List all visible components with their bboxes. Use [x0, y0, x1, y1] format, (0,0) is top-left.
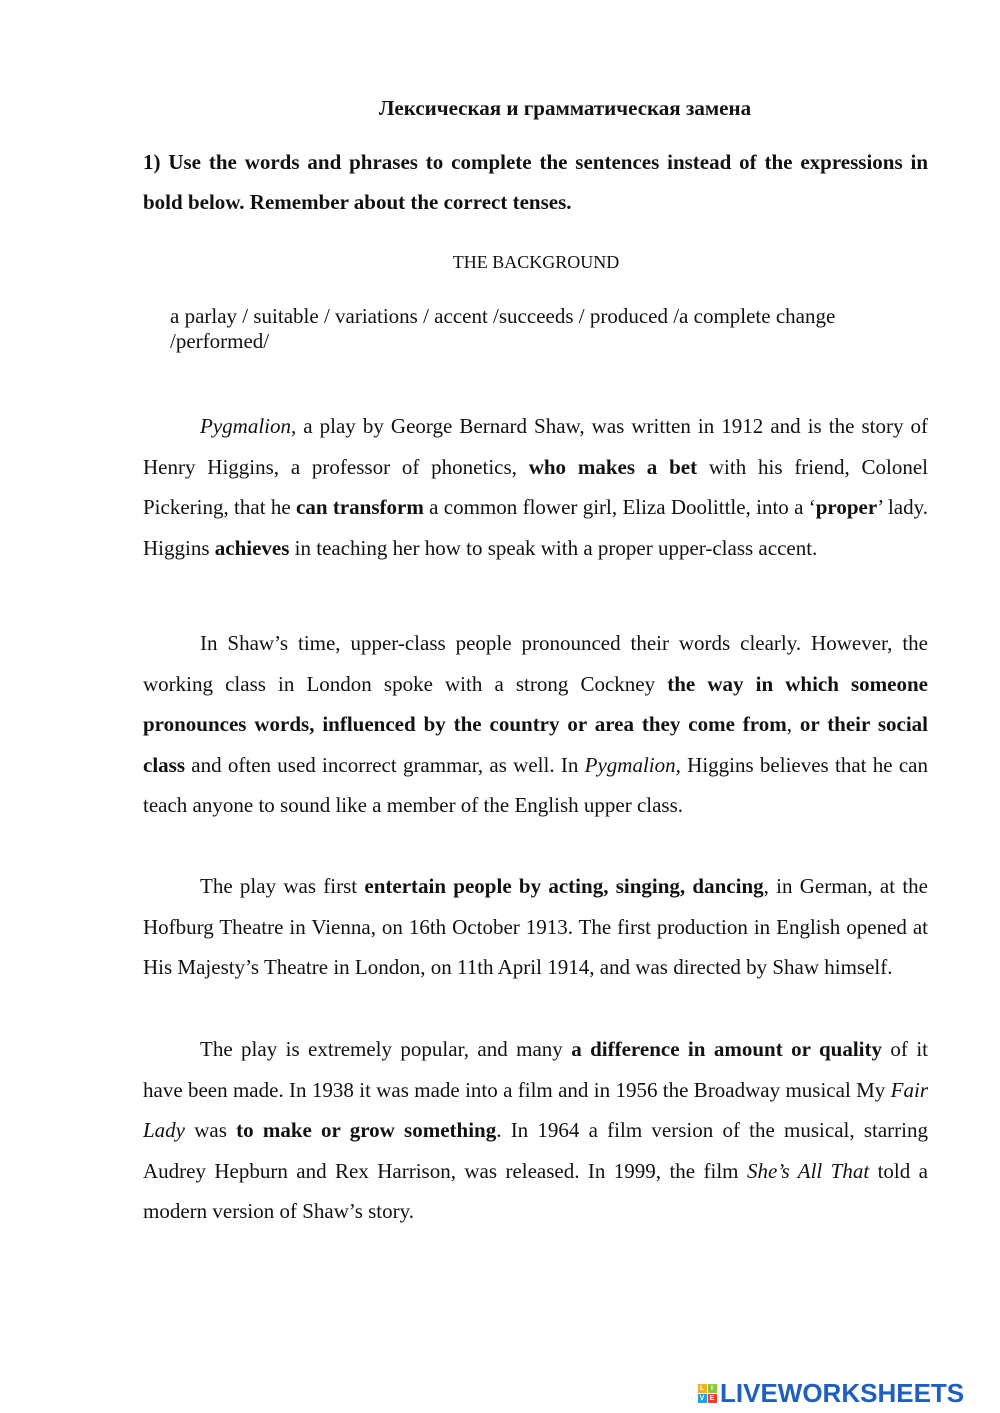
logo-mark-icon — [697, 1383, 717, 1403]
paragraph-4: The play is extremely popular, and many a difference in amount or quality of it have been made. In 1938 it was made into a film and in 1956 the Broadway musical My Fair Lady was to make or grow something. In 1964 a film version of the musical, starring Audrey Hepburn and Rex Harrison, was released. In 1999, the film She’s All That told a modern version of Shaw’s story. — [143, 1037, 928, 1223]
text-italic: She’s All That — [746, 1158, 870, 1183]
bold-expression: who makes a bet — [528, 454, 698, 479]
paragraph-1: Pygmalion, a play by George Bernard Shaw, was written in 1912 and is the story of Henry Higgins, a professor of phonetics, who makes a bet with his friend, Colonel Pickering, that he can transform a common flower girl, Eliza Doolittle, into a ‘proper’ lady. Higgins achieves in teaching her how to speak with a proper upper-class accent. — [143, 414, 928, 560]
bold-expression: to make or grow something — [236, 1118, 497, 1142]
text-italic: Pygmalion, — [200, 414, 297, 438]
liveworksheets-logo[interactable] — [697, 1378, 964, 1408]
bold-expression: proper — [815, 495, 878, 519]
word-bank: a parlay / suitable / variations / accent /succeeds / produced /a complete change /performed/ — [170, 304, 836, 353]
logo-square: E — [708, 1394, 717, 1403]
logo-square: I — [708, 1384, 717, 1393]
logo-text: LIVEWORKSHEETS — [720, 1377, 965, 1408]
section-subtitle: THE BACKGROUND — [452, 252, 620, 272]
bold-expression: achieves — [214, 535, 290, 560]
text-italic: Fair Lady — [143, 1077, 928, 1142]
paragraph-3: The play was first entertain people by acting, singing, dancing, in German, at the Hofburg Theatre in Vienna, on 16th October 1913. The first production in English opened at His Majesty’s Theatre in London, on 11th April 1914, and was directed by Shaw himself. — [143, 874, 928, 979]
bold-expression: can transform — [296, 495, 424, 519]
logo-square: V — [698, 1394, 707, 1403]
logo-square: L — [698, 1384, 707, 1393]
task-instructions: 1) Use the words and phrases to complete the sentences instead of the expressions in bold below. Remember about the correct tenses. — [143, 150, 928, 214]
bold-expression: or their social class — [143, 712, 929, 777]
bold-expression: the way in which someone pronounces words, influenced by the country or area they come from — [143, 671, 928, 736]
worksheet-heading: Лексическая и грамматическая замена — [378, 96, 752, 120]
text-italic: Pygmalion, — [584, 752, 681, 777]
bold-expression: entertain people by acting, singing, dancing — [364, 874, 764, 898]
bold-expression: a difference in amount or quality — [571, 1037, 882, 1061]
paragraph-2: In Shaw’s time, upper-class people pronounced their words clearly. However, the working class in London spoke with a strong Cockney the way in which someone pronounces words, influenced by the country or area they come from, or their social class and often used incorrect grammar, as well. In Pygmalion, Higgins believes that he can teach anyone to sound like a member of the English upper class. — [143, 631, 929, 817]
